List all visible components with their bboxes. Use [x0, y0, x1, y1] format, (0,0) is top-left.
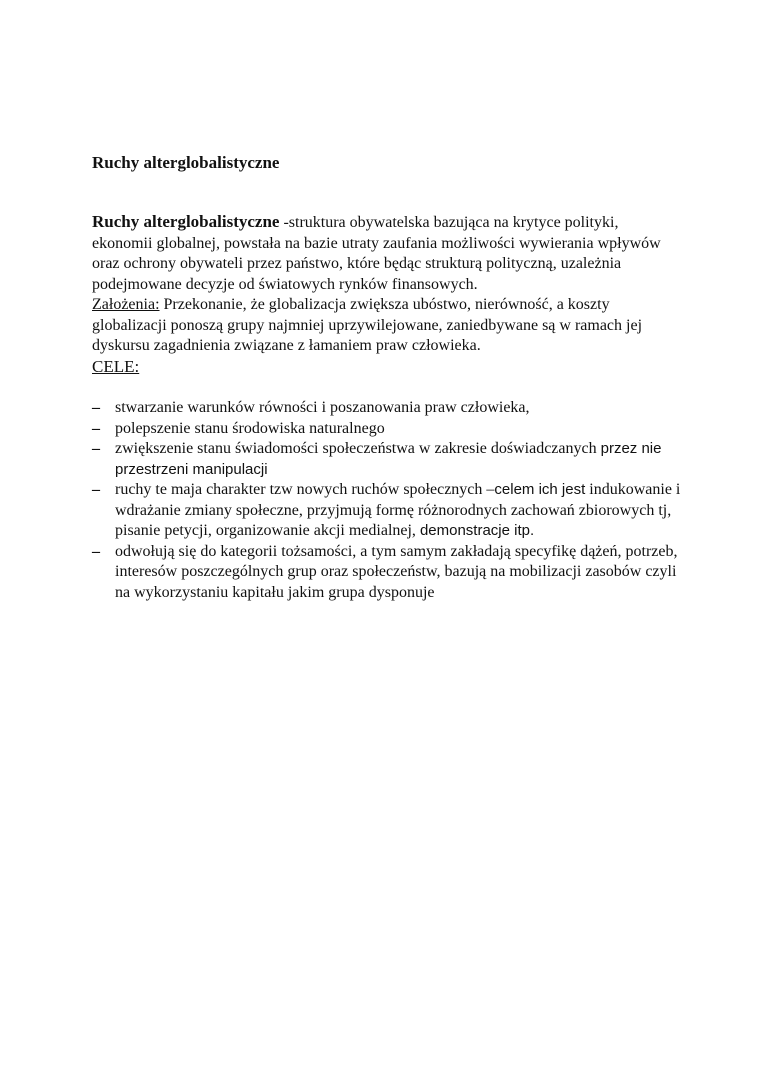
- page-title: Ruchy alterglobalistyczne: [92, 153, 280, 172]
- definition-term: Ruchy alterglobalistyczne: [92, 212, 280, 231]
- goals-heading: CELE:: [92, 356, 140, 376]
- definition-paragraph: [92, 212, 682, 295]
- dash-bullet: –: [92, 419, 100, 437]
- document-body: [92, 212, 682, 603]
- list-item: [92, 398, 682, 419]
- dash-bullet: –: [92, 481, 100, 498]
- goal-text: przez nie przestrzeni manipulacji: [115, 440, 662, 478]
- list-item: [92, 480, 682, 542]
- list-item: [92, 439, 682, 480]
- goal-text: ruchy te maja charakter tzw nowych ruchów społecznych –: [115, 481, 495, 498]
- goal-text: demonstracje itp.: [419, 522, 535, 539]
- assumptions-text: Przekonanie, że globalizacja zwiększa ubóstwo, nierówność, a koszty globalizacji ponoszą grupy najmniej uprzywilejowane, zaniedbywane są w ramach jej dyskursu zagadnienia związane z łamaniem praw człowieka.: [92, 296, 643, 354]
- goal-text: indukowanie i wdrażanie zmiany społeczne, przyjmują formę różnorodnych zachowań zbiorowych tj, pisanie petycji, organizowanie akcji medialnej,: [115, 481, 681, 539]
- goal-text: odwołują się do kategorii tożsamości, a tym samym zakładają specyfikę dążeń, potrzeb, interesów poszczególnych grup oraz społeczeństw, bazują na mobilizacji zasobów czyli na wykorzystaniu kapitału jakim grupa dysponuje: [115, 542, 678, 601]
- dash-bullet: –: [92, 440, 100, 457]
- assumptions-paragraph: [92, 295, 682, 357]
- goals-list: [92, 398, 682, 603]
- list-item: [92, 542, 682, 604]
- dash-bullet: –: [92, 542, 100, 560]
- definition-text: -struktura obywatelska bazująca na krytyce polityki, ekonomii globalnej, powstała na bazie utraty zaufania możliwości wywierania wpływów oraz ochrony obywateli przez państwo, które będąc strukturą polityczną, uzależnia podejmowane decyzje od światowych rynków finansowych.: [92, 214, 661, 293]
- goal-text: zwiększenie stanu świadomości społeczeństwa w zakresie doświadczanych: [115, 440, 601, 457]
- assumptions-label: Założenia:: [92, 296, 160, 313]
- goal-text: celem ich jest: [494, 481, 586, 498]
- dash-bullet: –: [92, 399, 100, 416]
- goal-text: polepszenie stanu środowiska naturalnego: [115, 419, 385, 437]
- goal-text: stwarzanie warunków równości i poszanowania praw człowieka,: [115, 399, 530, 416]
- list-item: [92, 419, 682, 440]
